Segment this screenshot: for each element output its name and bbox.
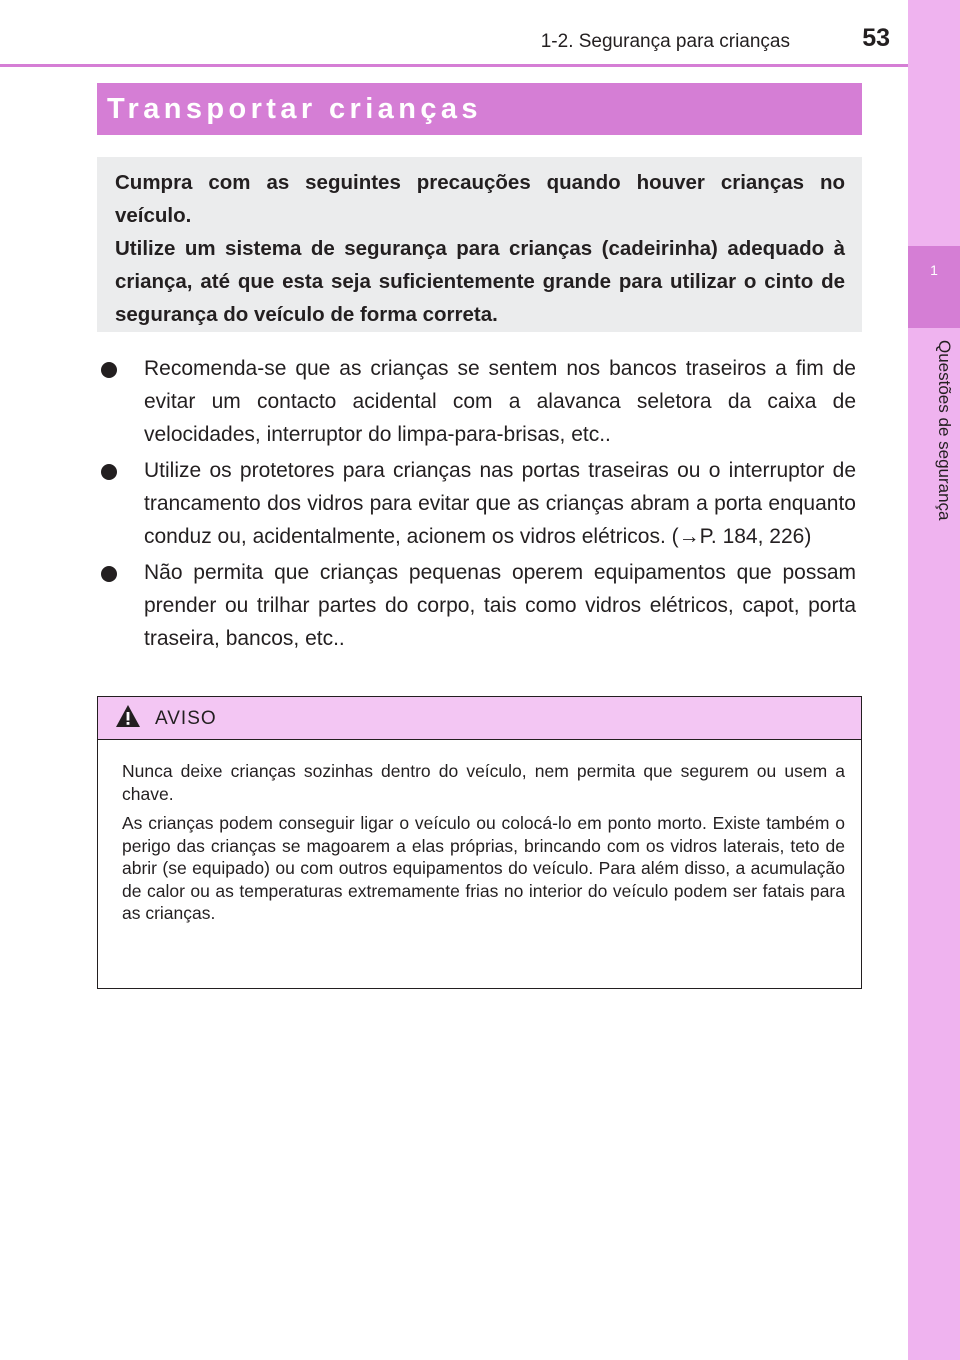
warning-body	[98, 740, 861, 925]
warning-paragraph: As crianças podem conseguir ligar o veículo ou colocá-lo em ponto morto. Existe também o perigo das crianças se magoarem a elas próprias, brincando com os vidros laterais, teto de abrir (se equipado) ou com outros equipamentos do veículo. Para além disso, a acumulação de calor ou as temperaturas extremamente frias no interior do veículo podem ser fatais para as crianças.	[122, 813, 845, 923]
warning-header	[98, 697, 861, 740]
chapter-number: 1	[930, 262, 938, 278]
warning-paragraph: Nunca deixe crianças sozinhas dentro do veículo, nem permita que segurem ou usem a chave.	[122, 761, 845, 804]
list-item	[96, 556, 856, 655]
header-rule	[0, 64, 908, 67]
page-number: 53	[862, 24, 890, 52]
warning-triangle-icon	[115, 704, 141, 728]
chapter-tab-active	[908, 246, 960, 328]
chapter-side-tab	[908, 0, 960, 1360]
list-item-text: Utilize os protetores para crianças nas portas traseiras ou o interruptor de trancamento dos vidros para evitar que as crianças abram a porta enquanto conduz ou, acidentalmente, acionem os vidros elétricos. (→P. 184, 226)	[144, 459, 856, 548]
intro-paragraph: Utilize um sistema de segurança para crianças (cadeirinha) adequado à criança, até que esta seja suficientemente grande para utilizar o cinto de segurança do veículo de forma correta.	[115, 237, 845, 326]
list-item	[96, 454, 856, 553]
warning-box	[97, 696, 862, 989]
bullet-icon	[101, 362, 117, 378]
list-item-text: Recomenda-se que as crianças se sentem nos bancos traseiros a fim de evitar um contacto acidental com a alavanca seletora da caixa de velocidades, interruptor do limpa-para-brisas, etc..	[144, 357, 856, 446]
section-heading: 1-2. Segurança para crianças	[540, 31, 790, 52]
list-item-text: Não permita que crianças pequenas operem equipamentos que possam prender ou trilhar partes do corpo, tais como vidros elétricos, capot, porta traseira, bancos, etc..	[144, 561, 856, 650]
page-title: Transportar crianças	[107, 93, 482, 125]
title-bar	[97, 83, 862, 135]
bullet-icon	[101, 566, 117, 582]
intro-box	[97, 157, 862, 332]
bullet-icon	[101, 464, 117, 480]
bullet-list	[96, 352, 856, 658]
chapter-title: Questões de segurança	[935, 340, 954, 521]
warning-label: AVISO	[155, 708, 217, 729]
list-item	[96, 352, 856, 451]
intro-paragraph: Cumpra com as seguintes precauções quando houver crianças no veículo.	[115, 171, 845, 227]
